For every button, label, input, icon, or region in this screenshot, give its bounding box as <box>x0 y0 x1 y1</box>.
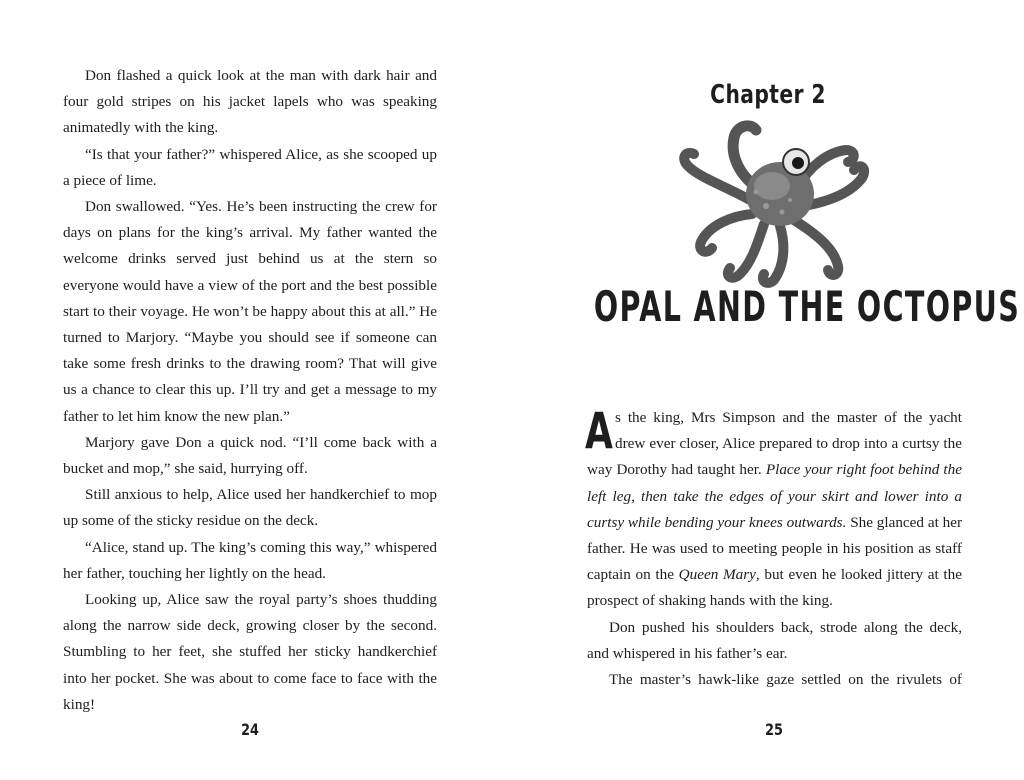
paragraph: Looking up, Alice saw the royal party’s shoes thudding along the narrow side deck, growing closer by the second. Stumbling to her feet, she stuffed her sticky handkerchief into her pocket. She was about to come face to face with the king! <box>63 591 437 713</box>
paragraph-text: , but even he looked jittery at the prospect of shaking hands with the king. <box>587 566 962 610</box>
ship-name: Queen Mary <box>678 566 756 584</box>
paragraph: Don flashed a quick look at the man with dark hair and four gold stripes on his jacket lapels who was speaking animatedly with the king. <box>63 67 437 137</box>
octopus-illustration <box>670 116 882 288</box>
page-number: 24 <box>241 720 259 739</box>
paragraph: Don swallowed. “Yes. He’s been instructing the crew for days on plans for the king’s arrival. My father wanted the welcome drinks served just behind us at the stern so everyone would have a view of the port and the best possible start to their voyage. He won’t be happy about this at all.” He turned to Marjory. “Maybe you should see if someone can take some fresh drinks to the drawing room? That will give us a chance to clear this up. I’ll try and get a message to my father to let him know the new plan.” <box>63 198 437 425</box>
page-number: 25 <box>765 720 783 739</box>
paragraph: “Alice, stand up. The king’s coming this way,” whispered her father, touching her lightly on the head. <box>63 538 437 582</box>
right-page-text <box>585 402 962 693</box>
paragraph-text: She glanced at her father. He was used to meeting people in his position as staff captain on the <box>587 513 962 584</box>
left-page-text <box>63 63 437 718</box>
paragraph: Still anxious to help, Alice used her handkerchief to mop up some of the sticky residue on the deck. <box>63 486 437 530</box>
paragraph: Marjory gave Don a quick nod. “I’ll come back with a bucket and mop,” she said, hurrying off. <box>63 433 437 478</box>
chapter-label: Chapter 2 <box>710 80 826 110</box>
chapter-title: OPAL AND THE OCTOPUS <box>593 282 1021 331</box>
paragraph: The master’s hawk-like gaze settled on the rivulets of <box>609 671 962 689</box>
opening-paragraph <box>585 402 962 615</box>
paragraph: Don pushed his shoulders back, strode along the deck, and whispered in his father’s ear. <box>587 618 962 662</box>
drop-cap: A <box>585 402 613 460</box>
paragraph: “Is that your father?” whispered Alice, as she scooped up a piece of lime. <box>63 145 437 189</box>
italic-text: Place your right foot behind the left leg, then take the edges of your skirt and lower into a curtsy while bending your knees outwards. <box>587 461 962 531</box>
paragraph-text: s the king, Mrs Simpson and the master of the yacht drew ever closer, Alice prepared to drop into a curtsy the way Dorothy had taught her. <box>587 409 962 479</box>
right-page <box>512 0 1024 780</box>
